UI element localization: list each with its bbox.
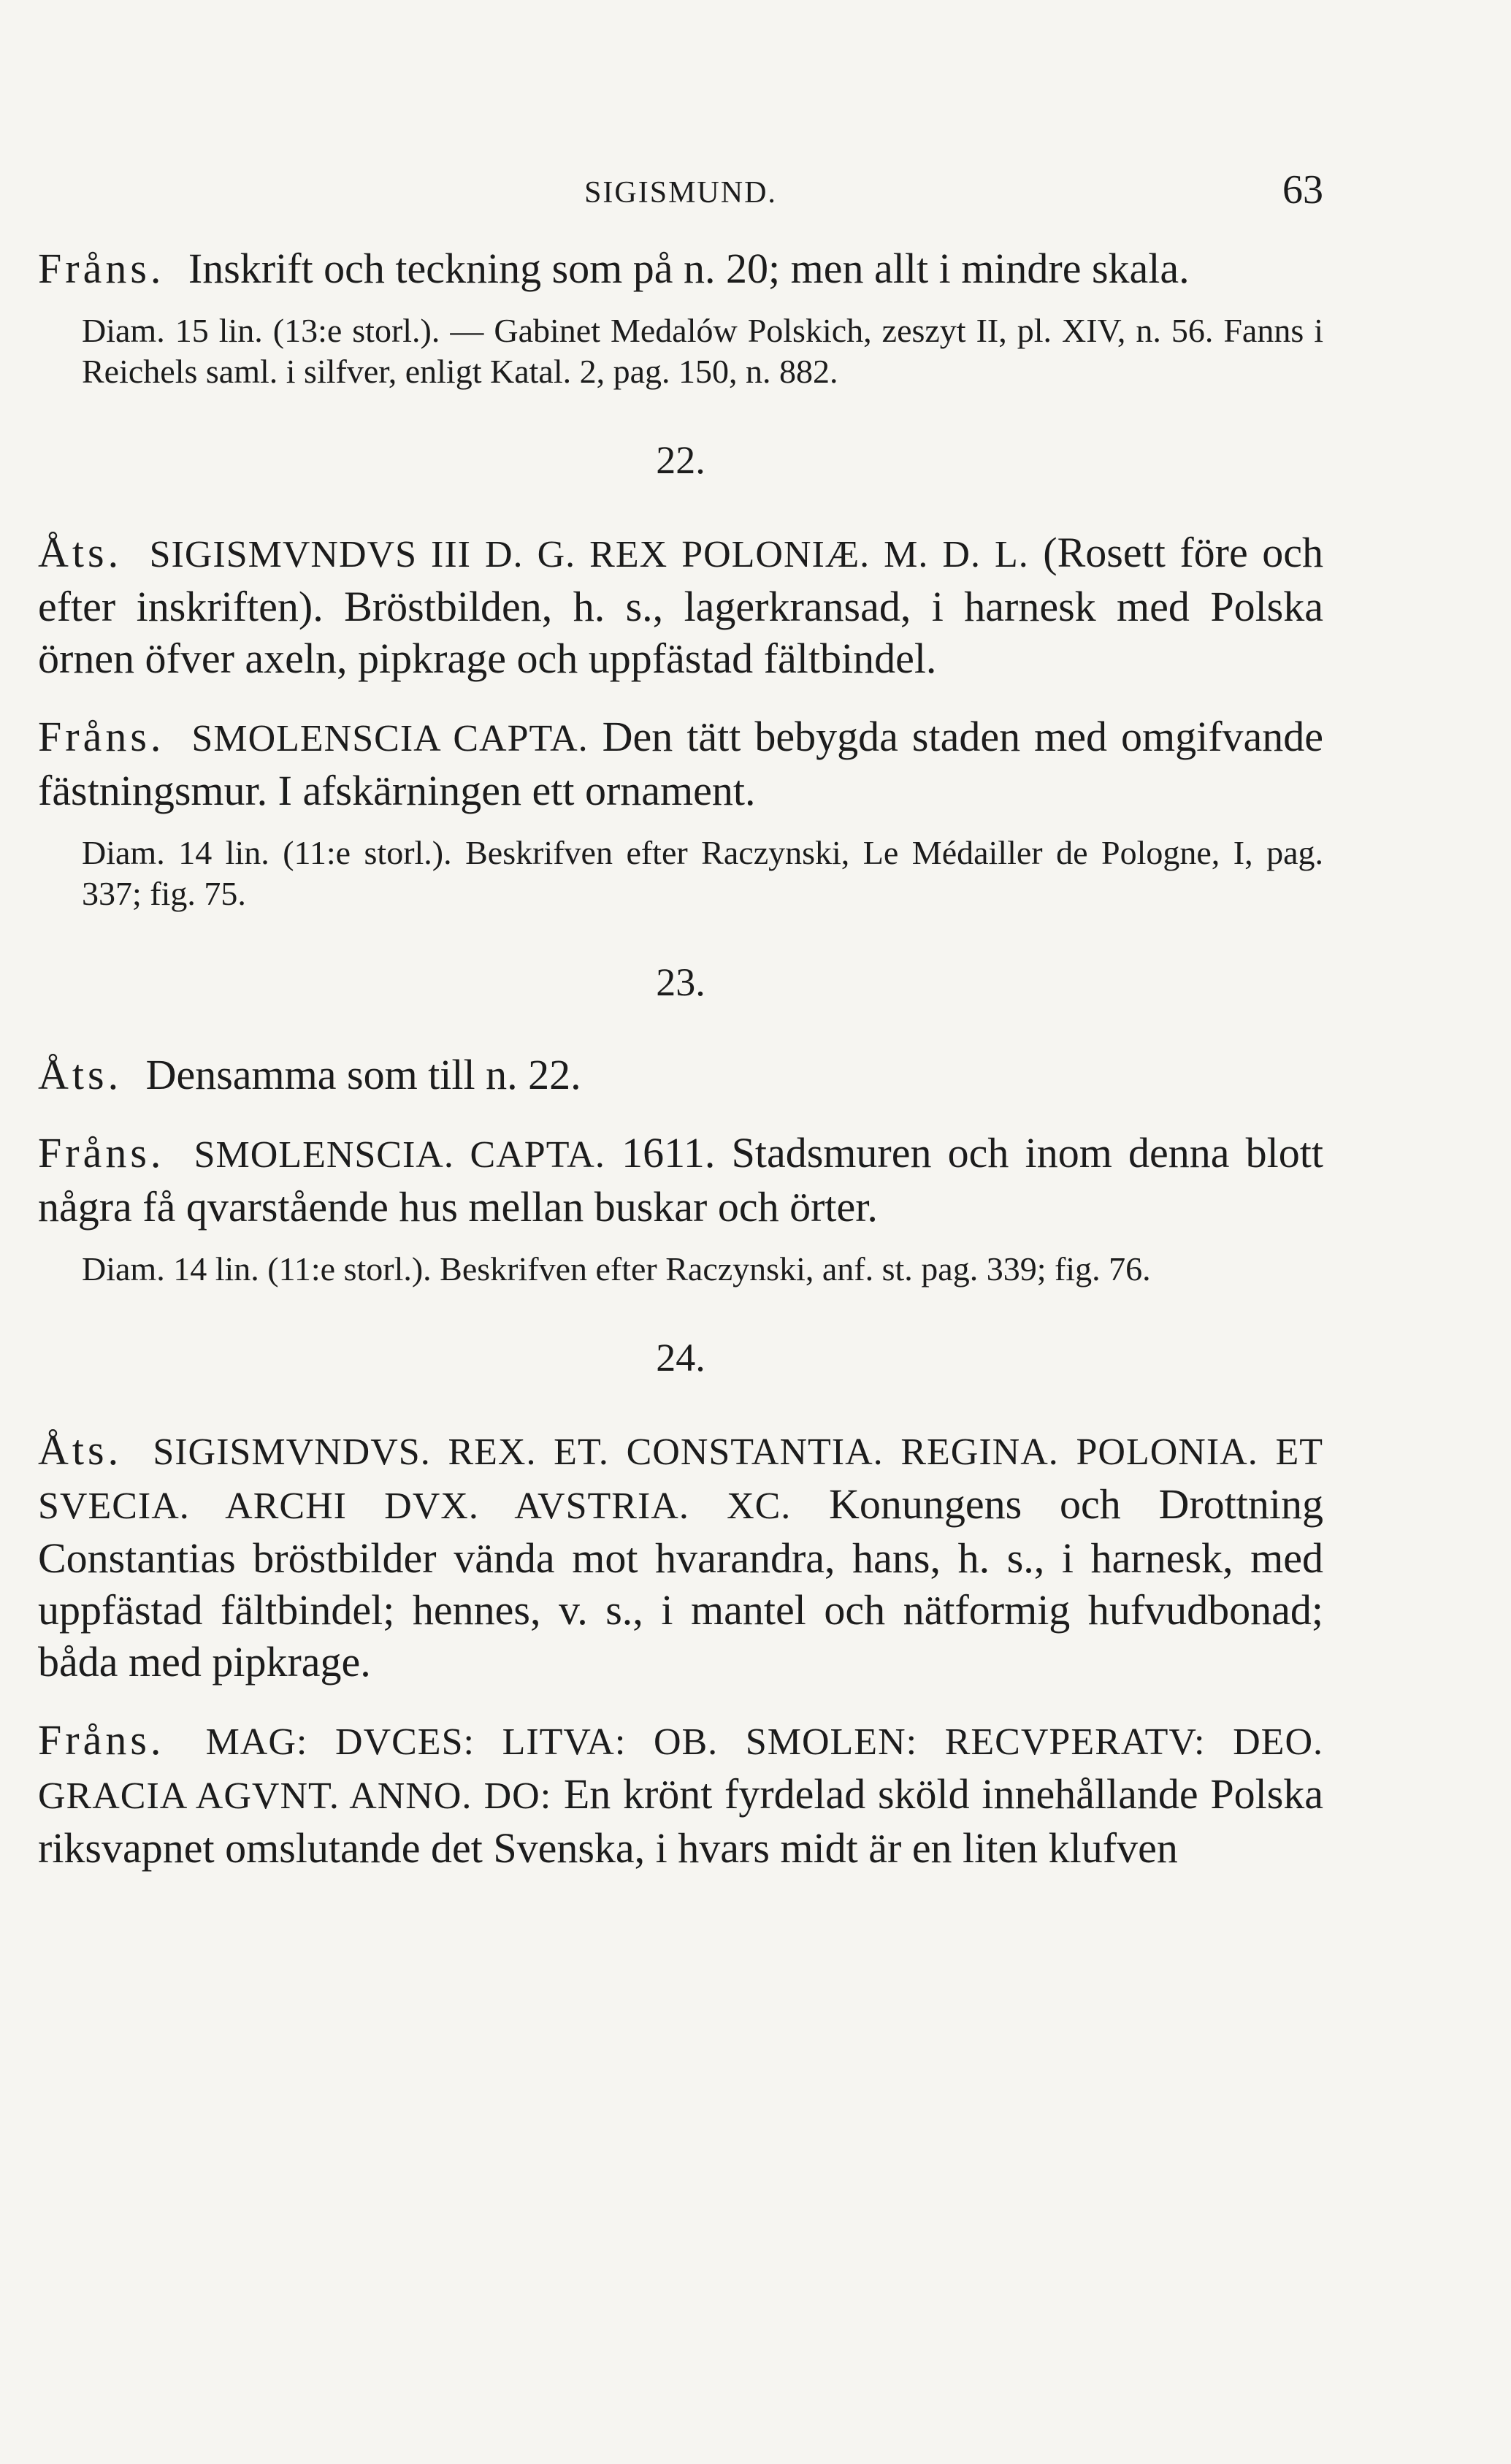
running-head: SIGISMUND. (584, 176, 777, 210)
reverse-inscription: SMOLENSCIA CAPTA. (191, 718, 589, 760)
entry-23-reverse (38, 1127, 1323, 1233)
reverse-description: Inskrift och teckning som på n. 20; men allt i mindre skala. (188, 245, 1190, 292)
entry-24-obverse (38, 1424, 1323, 1688)
obverse-inscription: SIGISMVNDVS III D. G. REX POLONIÆ. M. D. L. (149, 534, 1029, 575)
entry-number-22: 22. (656, 438, 705, 482)
reverse-inscription: SMOLENSCIA. CAPTA. (194, 1134, 605, 1176)
entry-22-note: Diam. 14 lin. (11:e storl.). Beskrifven efter Raczynski, Le Médailler de Pologne, I, pag. 337; fig. 75. (82, 834, 1323, 912)
page-number: 63 (1282, 167, 1323, 213)
obverse-label: Åts. (38, 1051, 123, 1098)
entry-23-note: Diam. 14 lin. (11:e storl.). Beskrifven efter Raczynski, anf. st. pag. 339; fig. 76. (82, 1250, 1151, 1288)
entry-24-reverse (38, 1714, 1323, 1874)
obverse-inscription: SIGISMVNDVS. REX. ET. CONSTANTIA. REGINA. POLONIA. ET SVECIA. ARCHI DVX. AVSTRIA. XC. (38, 1431, 1323, 1527)
entry-number-23: 23. (656, 960, 705, 1004)
obverse-description: Densamma som till n. 22. (145, 1051, 581, 1098)
obverse-label: Åts. (38, 1426, 123, 1474)
reverse-inscription: MAG: DVCES: LITVA: OB. SMOLEN: RECVPERATV: DEO. GRACIA AGVNT. ANNO. DO: (38, 1721, 1324, 1817)
page-header (38, 161, 1323, 212)
entry-21-reverse (38, 242, 1323, 294)
reverse-description: Den tätt bebygda staden med omgifvande fästningsmur. I afskärningen ett ornament. (38, 713, 1324, 814)
reverse-label: Fråns. (38, 713, 165, 760)
entry-number-24: 24. (656, 1336, 705, 1380)
entry-23-obverse (38, 1049, 1323, 1101)
entry-22-obverse (38, 527, 1323, 684)
entry-21-note: Diam. 15 lin. (13:e storl.). — Gabinet Medalów Polskich, zeszyt II, pl. XIV, n. 56. Fanns i Reichels saml. i silfver, enligt Katal. 2, pag. 150, n. 882. (82, 312, 1323, 390)
reverse-label: Fråns. (38, 245, 165, 292)
reverse-description: En krönt fyrdelad sköld innehållande Polska riksvapnet omslutande det Svenska, i hvars midt är en liten klufven (38, 1770, 1324, 1872)
reverse-label: Fråns. (38, 1129, 165, 1176)
reverse-description: 1611. Stadsmuren och inom denna blott några få qvarstående hus mellan buskar och örter. (38, 1129, 1324, 1231)
reverse-label: Fråns. (38, 1716, 165, 1764)
obverse-label: Åts. (38, 529, 123, 576)
book-page (38, 161, 1323, 1874)
obverse-description: (Rosett före och efter inskriften). Bröstbilden, h. s., lagerkransad, i harnesk med Polska örnen öfver axeln, pipkrage och uppfästad fältbindel. (38, 529, 1323, 682)
entry-22-reverse (38, 711, 1323, 816)
obverse-description: Konungens och Drottning Constantias bröstbilder vända mot hvarandra, hans, h. s., i harnesk, med uppfästad fältbindel; hennes, v. s., i mantel och nätformig hufvudbonad; båda med pipkrage. (38, 1480, 1323, 1686)
